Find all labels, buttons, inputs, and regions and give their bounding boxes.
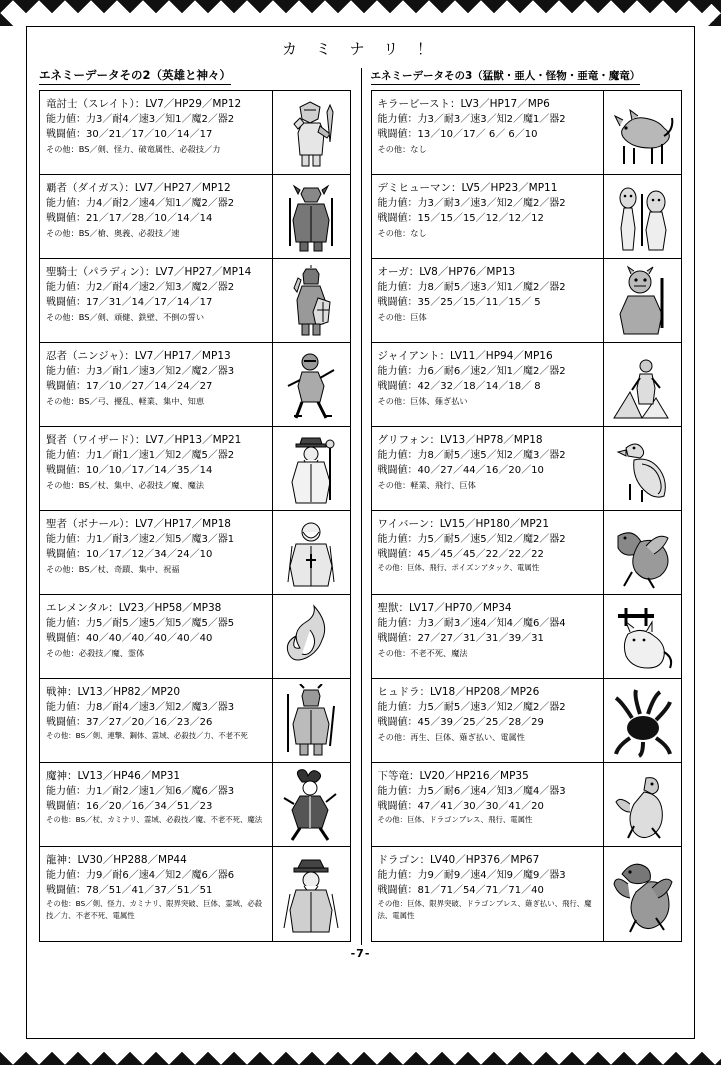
- column-left: [39, 64, 361, 941]
- table-row: [371, 510, 683, 595]
- zigzag-border-left: [0, 0, 26, 1065]
- entry-abilities: 能力値：力5／耐5／速3／知2／魔2／器2: [377, 702, 566, 713]
- table-row: [371, 174, 683, 259]
- entry-combat: 戦闘値：42／32／18／14／18／ 8: [377, 381, 541, 392]
- dragon-art: [603, 847, 681, 941]
- giant-art: [603, 343, 681, 426]
- entry-combat: 戦闘値：35／25／15／11／15／ 5: [377, 297, 541, 308]
- column-right: [361, 64, 683, 941]
- dragon-god-art: [272, 847, 350, 941]
- table-row: [371, 762, 683, 847]
- entry-name: 聖騎士（パラディン）：LV7／HP27／MP14: [46, 266, 252, 278]
- entry-stats: [40, 595, 272, 678]
- entry-other: その他：巨体、限界突破、ドラゴンブレス、薙ぎ払い、飛行、魔法、電属性: [377, 899, 592, 920]
- entry-abilities: 能力値：力4／耐2／速4／知1／魔2／器2: [46, 198, 235, 209]
- entry-other: その他：BS／槍、奥義、必殺技／速: [46, 228, 180, 238]
- table-row: [371, 258, 683, 343]
- table-row: [39, 426, 351, 511]
- entry-other: その他：巨体、ドラゴンブレス、飛行、電属性: [377, 815, 533, 824]
- entry-stats: [40, 511, 272, 594]
- table-row: [371, 846, 683, 942]
- entry-combat: 戦闘値：37／27／20／16／23／26: [46, 717, 213, 728]
- ninja-art: [272, 343, 350, 426]
- saint-art: [272, 511, 350, 594]
- entry-combat: 戦闘値：17／10／27／14／24／27: [46, 381, 213, 392]
- war-god-art: [272, 679, 350, 762]
- entry-combat: 戦闘値：16／20／16／34／51／23: [46, 801, 213, 812]
- elemental-flame-art: [272, 595, 350, 678]
- entry-name: ドラゴン：LV40／HP376／MP67: [377, 854, 540, 866]
- entry-stats: [372, 763, 604, 846]
- entry-abilities: 能力値：力8／耐4／速3／知2／魔3／器3: [46, 702, 235, 713]
- entry-abilities: 能力値：力9／耐9／速4／知9／魔9／器3: [377, 870, 566, 881]
- entry-stats: [372, 427, 604, 510]
- entry-stats: [40, 343, 272, 426]
- entry-name: ワイバーン：LV15／HP180／MP21: [377, 518, 550, 530]
- demi-human-art: [603, 175, 681, 258]
- entry-other: その他：巨体: [377, 312, 427, 322]
- table-row: [371, 678, 683, 763]
- killer-beast-art: [603, 91, 681, 174]
- entry-name: ヒュドラ：LV18／HP208／MP26: [377, 686, 540, 698]
- entry-other: その他：BS／剣、怪力、破竜属性、必殺技／力: [46, 144, 221, 154]
- zigzag-border-top: [0, 0, 721, 26]
- hydra-art: [603, 679, 681, 762]
- entry-other: その他：再生、巨体、薙ぎ払い、電属性: [377, 732, 525, 742]
- entry-other: その他：必殺技／魔、霊体: [46, 648, 145, 658]
- table-row: [39, 90, 351, 175]
- griffon-art: [603, 427, 681, 510]
- entry-abilities: 能力値：力5／耐5／速5／知5／魔5／器5: [46, 618, 235, 629]
- entry-stats: [40, 679, 272, 762]
- entry-name: オーガ：LV8／HP76／MP13: [377, 266, 516, 278]
- entry-other: その他：巨体、飛行、ポイズンアタック、電属性: [377, 563, 540, 572]
- entry-combat: 戦闘値：21／17／28／10／14／14: [46, 213, 213, 224]
- table-row: [39, 258, 351, 343]
- entry-stats: [40, 175, 272, 258]
- entry-abilities: 能力値：力9／耐6／速4／知2／魔6／器6: [46, 870, 235, 881]
- entry-name: ジャイアント：LV11／HP94／MP16: [377, 350, 553, 362]
- page-number: -7-: [350, 947, 371, 960]
- entry-abilities: 能力値：力5／耐6／速4／知3／魔4／器3: [377, 786, 566, 797]
- entry-combat: 戦闘値：40／40／40／40／40／40: [46, 633, 213, 644]
- table-row: [371, 594, 683, 679]
- table-row: [39, 594, 351, 679]
- column-divider: [361, 68, 362, 945]
- entry-name: 賢者（ワイザード）：LV7／HP13／MP21: [46, 434, 242, 446]
- entry-combat: 戦闘値：30／21／17／10／14／17: [46, 129, 213, 140]
- entry-stats: [372, 91, 604, 174]
- table-row: [39, 510, 351, 595]
- entry-abilities: 能力値：力3／耐1／速3／知2／魔2／器3: [46, 366, 235, 377]
- entry-name: 魔神：LV13／HP46／MP31: [46, 770, 181, 782]
- entry-other: その他：BS／剣、怪力、カミナリ、限界突破、巨体、霊域、必殺技／力、不老不死、電属性: [46, 899, 263, 920]
- table-row: [39, 678, 351, 763]
- zigzag-border-right: [695, 0, 721, 1065]
- entry-other: その他：なし: [377, 144, 427, 154]
- entry-stats: [372, 679, 604, 762]
- entry-combat: 戦闘値：45／45／45／22／22／22: [377, 549, 544, 560]
- holy-beast-art: [603, 595, 681, 678]
- entry-abilities: 能力値：力3／耐4／速3／知1／魔2／器2: [46, 114, 235, 125]
- entry-other: その他：BS／杖、カミナリ、霊域、必殺技／魔、不老不死、魔法: [46, 815, 263, 824]
- entry-other: その他：軽業、飛行、巨体: [377, 480, 476, 490]
- entry-combat: 戦闘値：10／10／17／14／35／14: [46, 465, 213, 476]
- page-content: [26, 26, 695, 1039]
- entry-abilities: 能力値：力1／耐1／速1／知2／魔5／器2: [46, 450, 235, 461]
- entry-name: 聖獣：LV17／HP70／MP34: [377, 602, 512, 614]
- entry-name: 龍神：LV30／HP288／MP44: [46, 854, 187, 866]
- entry-abilities: 能力値：力8／耐5／速5／知2／魔3／器2: [377, 450, 566, 461]
- entry-combat: 戦闘値：81／71／54／71／71／40: [377, 885, 544, 896]
- entry-name: 聖者（ボナール）：LV7／HP17／MP18: [46, 518, 231, 530]
- entry-other: その他：BS／弓、擾乱、軽業、集中、知恵: [46, 396, 205, 406]
- entry-abilities: 能力値：力3／耐3／速3／知2／魔2／器2: [377, 198, 566, 209]
- entry-combat: 戦闘値：27／27／31／31／39／31: [377, 633, 544, 644]
- entry-name: エレメンタル：LV23／HP58／MP38: [46, 602, 222, 614]
- entry-combat: 戦闘値：15／15／15／12／12／12: [377, 213, 544, 224]
- entry-stats: [40, 259, 272, 342]
- sage-art: [272, 427, 350, 510]
- entry-abilities: 能力値：力3／耐3／速4／知4／魔6／器4: [377, 618, 566, 629]
- column-left-header: エネミーデータその2（英雄と神々）: [39, 67, 231, 85]
- entry-stats: [372, 259, 604, 342]
- entry-abilities: 能力値：力6／耐6／速2／知1／魔2／器2: [377, 366, 566, 377]
- entry-combat: 戦闘値：17／31／14／17／14／17: [46, 297, 213, 308]
- entry-combat: 戦闘値：10／17／12／34／24／10: [46, 549, 213, 560]
- entry-stats: [40, 763, 272, 846]
- entry-abilities: 能力値：力3／耐3／速3／知2／魔1／器2: [377, 114, 566, 125]
- columns-container: [27, 64, 694, 941]
- entry-stats: [372, 511, 604, 594]
- entry-name: デミヒューマン：LV5／HP23／MP11: [377, 182, 558, 194]
- entry-name: 忍者（ニンジャ）：LV7／HP17／MP13: [46, 350, 231, 362]
- entry-other: その他：BS／剣、連撃、鋼体、霊域、必殺技／力、不老不死: [46, 731, 248, 740]
- zigzag-border-bottom: [0, 1039, 721, 1065]
- entry-stats: [372, 595, 604, 678]
- table-row: [39, 174, 351, 259]
- entry-abilities: 能力値：力1／耐3／速2／知5／魔3／器1: [46, 534, 235, 545]
- entry-name: 下等竜：LV20／HP216／MP35: [377, 770, 529, 782]
- entry-name: 戦神：LV13／HP82／MP20: [46, 686, 181, 698]
- demon-god-jester-art: [272, 763, 350, 846]
- entry-stats: [372, 343, 604, 426]
- entry-other: その他：BS／杖、奇蹟、集中、祝福: [46, 564, 180, 574]
- entry-combat: 戦闘値：45／39／25／25／28／29: [377, 717, 544, 728]
- page-title: カ ミ ナ リ ！: [281, 40, 440, 58]
- entry-other: その他：巨体、薙ぎ払い: [377, 396, 468, 406]
- entry-stats: [372, 175, 604, 258]
- entry-abilities: 能力値：力1／耐2／速1／知6／魔6／器3: [46, 786, 235, 797]
- table-row: [39, 342, 351, 427]
- entry-stats: [40, 847, 272, 941]
- entry-abilities: 能力値：力8／耐5／速3／知1／魔2／器2: [377, 282, 566, 293]
- entry-other: その他：不老不死、魔法: [377, 648, 468, 658]
- entry-stats: [40, 427, 272, 510]
- entry-combat: 戦闘値：40／27／44／16／20／10: [377, 465, 544, 476]
- lesser-dragon-art: [603, 763, 681, 846]
- column-right-header: エネミーデータその3（猛獣・亜人・怪物・亜竜・魔竜）: [371, 68, 641, 85]
- paladin-art: [272, 259, 350, 342]
- table-row: [371, 90, 683, 175]
- wyvern-art: [603, 511, 681, 594]
- table-row: [371, 342, 683, 427]
- entry-combat: 戦闘値：47／41／30／30／41／20: [377, 801, 544, 812]
- entry-name: グリフォン：LV13／HP78／MP18: [377, 434, 543, 446]
- table-row: [39, 846, 351, 942]
- warlord-art: [272, 175, 350, 258]
- entry-abilities: 能力値：力5／耐5／速5／知2／魔2／器2: [377, 534, 566, 545]
- entry-abilities: 能力値：力2／耐4／速2／知3／魔2／器2: [46, 282, 235, 293]
- table-row: [39, 762, 351, 847]
- entry-name: キラービースト：LV3／HP17／MP6: [377, 98, 550, 110]
- entry-other: その他：BS／剣、頑健、鉄壁、不倒の誓い: [46, 312, 205, 322]
- entry-other: その他：BS／杖、集中、必殺技／魔、魔法: [46, 480, 205, 490]
- entry-stats: [372, 847, 604, 941]
- entry-name: 覇者（ダイガス）：LV7／HP27／MP12: [46, 182, 231, 194]
- entry-combat: 戦闘値：78／51／41／37／51／51: [46, 885, 213, 896]
- entry-stats: [40, 91, 272, 174]
- ogre-art: [603, 259, 681, 342]
- entry-name: 竜討士（スレイト）：LV7／HP29／MP12: [46, 98, 242, 110]
- table-row: [371, 426, 683, 511]
- entry-combat: 戦闘値：13／10／17／ 6／ 6／10: [377, 129, 538, 140]
- knight-dragonslayer-art: [272, 91, 350, 174]
- entry-other: その他：なし: [377, 228, 427, 238]
